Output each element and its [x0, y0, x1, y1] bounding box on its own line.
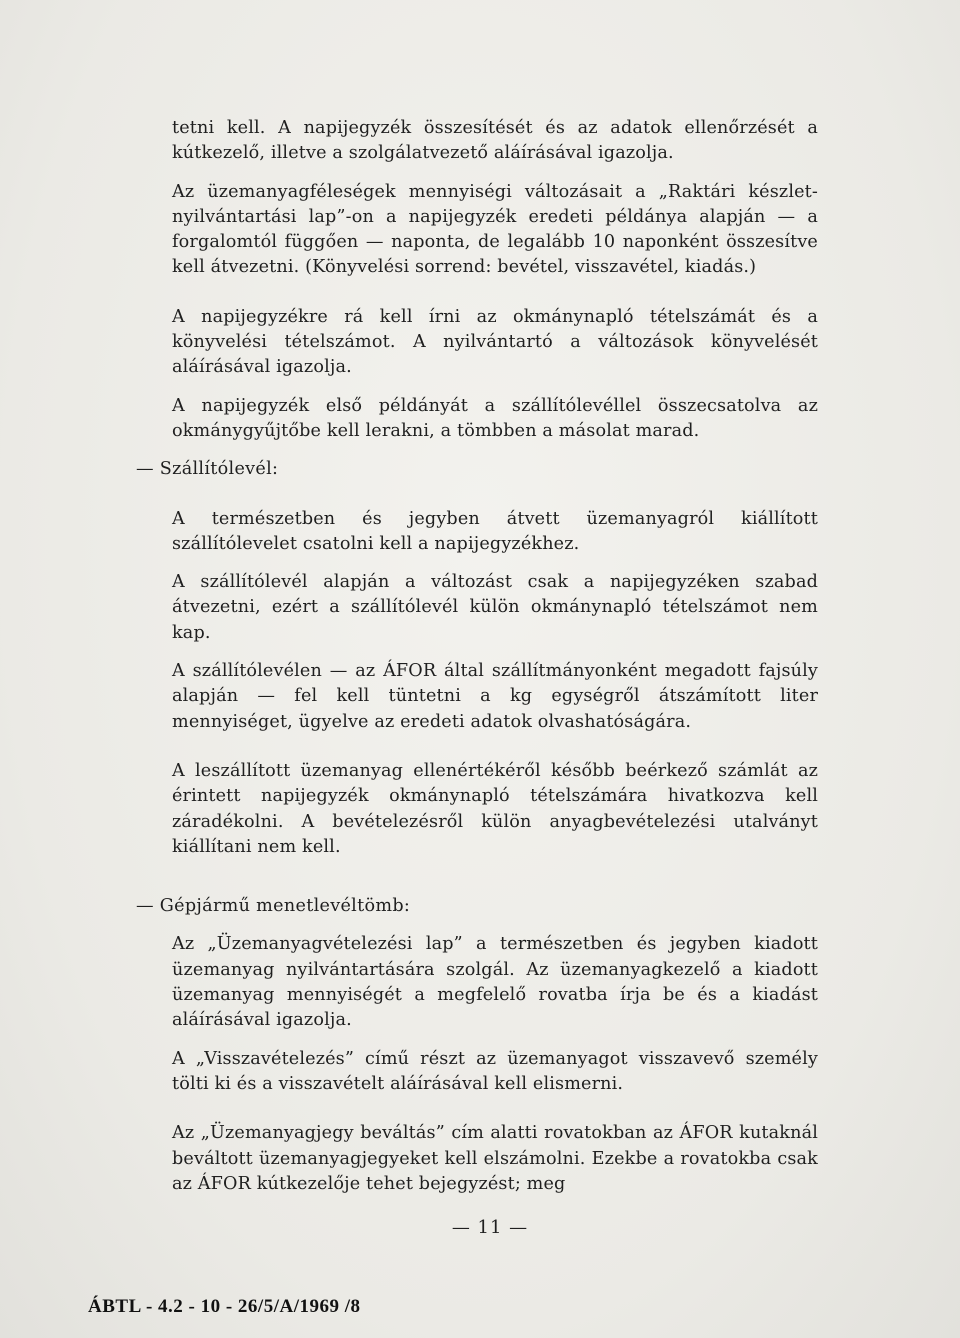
paragraph: tetni kell. A napijegyzék összesítését és az adatok ellenőrzését a kútkezelő, illetve a szolgálatvezető aláírásával igazolja. — [172, 118, 818, 164]
paragraph: A napijegyzék első példányát a szállítólevéllel összecsatolva az okmánygyűjtőbe kell lerakni, a tömbben a másolat marad. — [172, 395, 818, 441]
paragraph: A napijegyzékre rá kell írni az okmánynapló tételszámát és a könyvelési tételszámot. A nyilvántartó a változások könyvelését aláírásával igazolja. — [172, 306, 818, 378]
paragraph: A „Visszavételezés” című részt az üzemanyagot visszavevő személy tölti ki és a visszavételt aláírásával kell elismerni. — [172, 1048, 818, 1094]
body-text — [136, 116, 818, 1197]
archive-reference: ÁBTL - 4.2 - 10 - 26/5/A/1969 /8 — [88, 1296, 361, 1317]
paragraph: Az „Üzemanyagvételezési lap” a természetben és jegyben kiadott üzemanyag nyilvántartására szolgál. Az üzemanyagkezelő a kiadott üzemanyag mennyiségét a megfelelő rovatba írja be és a kiadást aláírásával igazolja. — [172, 934, 818, 1031]
paragraph: A természetben és jegyben átvett üzemanyagról kiállított szállítólevelet csatolni kell a napijegyzékhez. — [172, 508, 818, 554]
paragraph: Az „Üzemanyagjegy beváltás” cím alatti rovatokban az ÁFOR kutaknál beváltott üzemanyagjegyeket kell elszámolni. Ezekbe a rovatokba csak az ÁFOR kútkezelője tehet bejegyzést; meg — [172, 1123, 818, 1194]
page-number: — 11 — — [451, 1217, 529, 1238]
section-heading-szallitolevel: — Szállítólevél: — [136, 459, 279, 480]
paragraph: A szállítólevél alapján a változást csak a napijegyzéken szabad átvezetni, ezért a szállítólevél külön okmánynapló tételszámot nem kap. — [172, 572, 818, 643]
paragraph: A leszállított üzemanyag ellenértékéről később beérkező számlát az érintett napijegyzék okmánynapló tételszámára hivatkozva kell záradékolni. A bevételezésről külön anyagbevételezési utalványt kiállítani nem kell. — [172, 760, 818, 857]
paragraph: Az üzemanyagféleségek mennyiségi változásait a „Raktári készlet-nyilvántartási lap”-on a napijegyzék eredeti példánya alapján — a forgalomtól függően — naponta, de legalább 10 naponként összesítve kell átvezetni. (Könyvelési sorrend: bevétel, visszavétel, kiadás.) — [172, 181, 818, 278]
section-heading-menetleveltomb: — Gépjármű menetlevéltömb: — [136, 896, 411, 917]
paragraph: A szállítólevélen — az ÁFOR által szállítmányonként megadott fajsúly alapján — fel kell tüntetni a kg egységről átszámított liter mennyiséget, ügyelve az eredeti adatok olvashatóságára. — [172, 661, 818, 732]
